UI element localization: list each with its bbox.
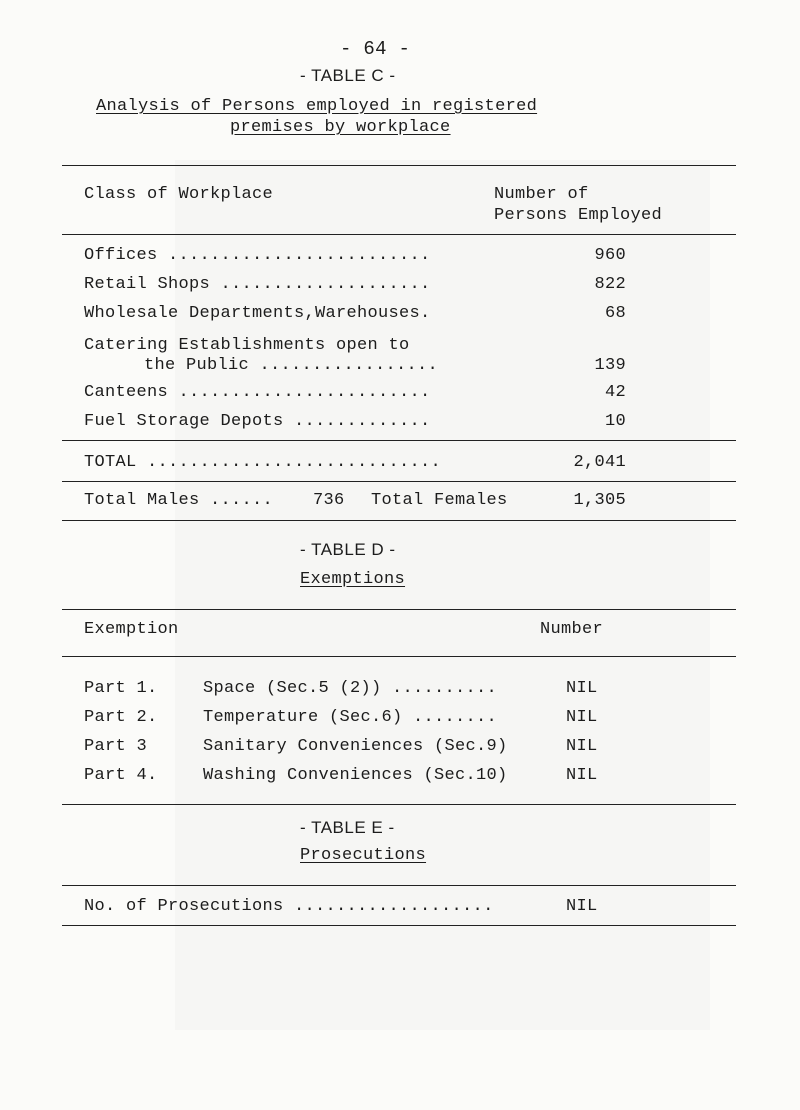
divider [62,885,736,886]
col-header-class: Class of Workplace [84,185,274,204]
divider [62,925,736,926]
row-label-catering-line1: Catering Establishments open to [84,336,410,355]
divider [62,520,736,521]
col-header-exemption: Exemption [84,620,179,639]
total-label: TOTAL ............................ [84,453,442,472]
row-label-catering-line2: the Public ................. [144,356,439,375]
row-value-canteens: 42 [604,383,626,402]
prosecutions-label: No. of Prosecutions ................... [84,897,494,916]
divider [62,234,736,235]
row-label-retail: Retail Shops .................... [84,275,431,294]
exemption-value: NIL [566,737,598,756]
exemption-desc: Sanitary Conveniences (Sec.9) [203,737,508,756]
divider [62,804,736,805]
table-c-title: - TABLE C - [300,66,396,85]
total-females-label: Total Females [371,491,508,510]
exemption-desc: Temperature (Sec.6) ........ [203,708,498,727]
table-e-subtitle: Prosecutions [300,846,427,865]
exemption-desc: Space (Sec.5 (2)) .......... [203,679,498,698]
divider [62,165,736,166]
page-number: - 64 - [340,38,411,60]
row-value-offices: 960 [594,246,626,265]
exemption-value: NIL [566,679,598,698]
total-males-value: 736 [313,491,345,510]
table-c-subtitle-line1: Analysis of Persons employed in registered [96,97,538,116]
row-label-wholesale: Wholesale Departments,Warehouses. [84,304,431,323]
divider [62,481,736,482]
exemption-part: Part 1. [84,679,158,698]
table-d-title: - TABLE D - [300,540,396,559]
row-label-offices: Offices ......................... [84,246,431,265]
row-value-catering: 139 [594,356,626,375]
total-females-value: 1,305 [573,491,626,510]
row-label-canteens: Canteens ........................ [84,383,431,402]
col-header-number-1: Number of [494,185,589,204]
divider [62,440,736,441]
divider [62,609,736,610]
exemption-part: Part 4. [84,766,158,785]
col-header-number-2: Persons Employed [494,206,663,225]
table-c-subtitle-line2: premises by workplace [230,118,451,137]
exemption-desc: Washing Conveniences (Sec.10) [203,766,508,785]
exemption-value: NIL [566,766,598,785]
row-value-retail: 822 [594,275,626,294]
col-header-number: Number [540,620,604,639]
exemption-value: NIL [566,708,598,727]
exemption-part: Part 3 [84,737,148,756]
exemption-part: Part 2. [84,708,158,727]
prosecutions-value: NIL [566,897,598,916]
row-value-fuel: 10 [604,412,626,431]
row-label-fuel: Fuel Storage Depots ............. [84,412,431,431]
row-value-wholesale: 68 [604,304,626,323]
table-d-subtitle: Exemptions [300,570,406,589]
total-value: 2,041 [573,453,626,472]
total-males-label: Total Males ...... [84,491,274,510]
divider [62,656,736,657]
table-e-title: - TABLE E - [300,818,395,837]
